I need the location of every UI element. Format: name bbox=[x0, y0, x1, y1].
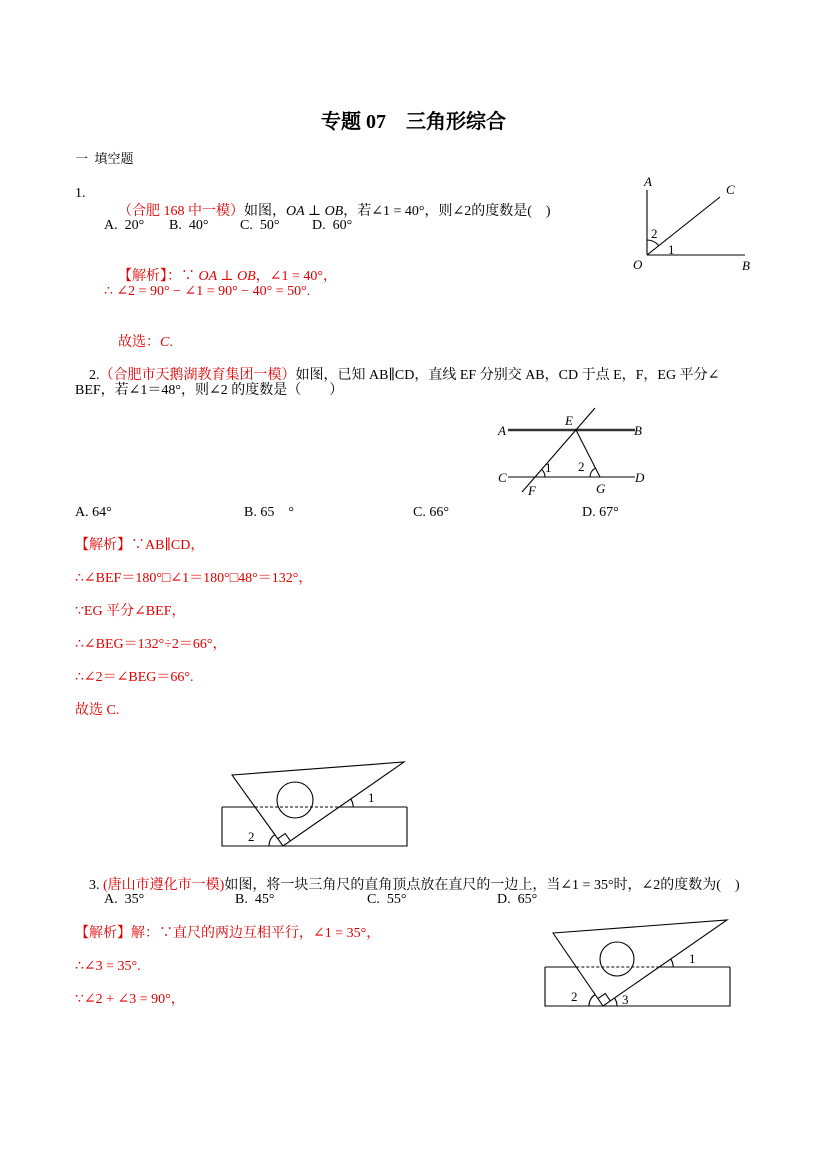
q3-number: 3. bbox=[89, 878, 103, 893]
q2-solution-line-1: 【解析】∵AB∥CD， bbox=[75, 538, 205, 553]
label-a: A bbox=[644, 174, 652, 189]
q1-solution-post: ，∠1 = 40°， bbox=[255, 269, 337, 284]
q1-answer-pre: 故选： bbox=[118, 335, 160, 350]
q1-solution-tag: 【解析】： bbox=[118, 269, 181, 284]
q3-stem-line bbox=[75, 859, 740, 913]
angle-3-arc bbox=[615, 998, 618, 1006]
label-a: A bbox=[498, 423, 506, 438]
q3-option-d: D. 65° bbox=[497, 892, 538, 907]
q3-option-c: C. 55° bbox=[367, 892, 407, 907]
label-angle-3: 3 bbox=[622, 992, 629, 1007]
q1-number: 1. bbox=[75, 186, 86, 201]
q1-source: （合肥 168 中一模） bbox=[118, 204, 244, 219]
q2-stem-text-1: 如图，已知 AB∥CD，直线 EF 分别交 AB，CD 于点 E，F，EG 平分∠ bbox=[295, 368, 720, 383]
q3-option-a: A. 35° bbox=[104, 892, 145, 907]
label-angle-2: 2 bbox=[578, 459, 585, 474]
q1-option-a: A. 20° bbox=[104, 218, 145, 233]
label-c: C bbox=[726, 182, 735, 197]
q2-option-b: B. 65 ° bbox=[244, 505, 294, 520]
label-d: D bbox=[635, 470, 645, 485]
q1-solution-line-2: ∴ ∠2 = 90° − ∠1 = 90° − 40° = 50°. bbox=[104, 284, 311, 299]
q1-figure bbox=[625, 172, 760, 272]
label-c: C bbox=[498, 470, 507, 485]
label-b: B bbox=[634, 423, 642, 438]
q2-solution-line-4: ∴∠BEG＝132°÷2＝66°， bbox=[75, 637, 227, 652]
q3-solution-line-1: 【解析】解：∵直尺的两边互相平行，∠1 = 35°， bbox=[75, 926, 381, 941]
q1-solution-pre: ∵ bbox=[181, 269, 199, 284]
label-b: B bbox=[742, 258, 750, 273]
right-angle-mark bbox=[278, 834, 291, 841]
label-o: O bbox=[633, 257, 643, 272]
q3-solution-line-3: ∵∠2 + ∠3 = 90°， bbox=[75, 992, 185, 1007]
label-angle-1: 1 bbox=[689, 951, 696, 966]
q1-option-c: C. 50° bbox=[240, 218, 280, 233]
q2-solution-line-2: ∴∠BEF＝180°□∠1＝180°□48°＝132°， bbox=[75, 571, 313, 586]
q2-option-a: A. 64° bbox=[75, 505, 112, 520]
q2-solution-line-5: ∴∠2＝∠BEG＝66°. bbox=[75, 670, 194, 685]
q1-option-b: B. 40° bbox=[169, 218, 209, 233]
q1-answer-letter: C bbox=[160, 335, 170, 350]
angle-2-arc bbox=[590, 468, 596, 477]
q2-solution-line-3: ∵EG 平分∠BEF， bbox=[75, 604, 186, 619]
q2-solution-line-6: 故选 C. bbox=[75, 703, 120, 718]
label-e: E bbox=[565, 413, 573, 428]
q2-source: （合肥市天鹅湖教育集团一模） bbox=[99, 368, 296, 383]
q2-option-d: D. 67° bbox=[582, 505, 619, 520]
page-title: 专题 07 三角形综合 bbox=[321, 111, 506, 133]
q2-stem-line-2: BEF，若∠1＝48°，则∠2 的度数是（ ） bbox=[75, 383, 344, 398]
q2-option-c: C. 66° bbox=[413, 505, 449, 520]
q1-solution-math: OA ⊥ OB bbox=[198, 269, 256, 284]
q2-number: 2. bbox=[89, 368, 100, 383]
angle-2-arc bbox=[589, 995, 595, 1007]
label-angle-2: 2 bbox=[651, 226, 658, 241]
label-g: G bbox=[596, 481, 606, 496]
right-angle-mark bbox=[598, 994, 611, 1001]
q3-source: (唐山市遵化市一模) bbox=[103, 878, 225, 893]
label-angle-2: 2 bbox=[248, 829, 255, 844]
q3-solution-line-2: ∴∠3 = 35°. bbox=[75, 959, 141, 974]
label-angle-2: 2 bbox=[571, 989, 578, 1004]
angle-2-arc bbox=[269, 835, 275, 846]
q3-stem-text: 如图，将一块三角尺的直角顶点放在直尺的一边上，当∠1 = 35°时，∠2的度数为( ) bbox=[224, 878, 740, 893]
q1-stem-math: OA ⊥ OB bbox=[286, 204, 344, 219]
set-square bbox=[553, 920, 727, 1006]
set-square bbox=[232, 762, 404, 846]
set-square-hole bbox=[277, 782, 313, 818]
label-f: F bbox=[528, 483, 536, 498]
label-angle-1: 1 bbox=[668, 242, 675, 257]
ray-oc bbox=[647, 197, 720, 255]
q1-stem-post: ，若∠1 = 40°，则∠2的度数是( ) bbox=[343, 204, 551, 219]
q1-stem-pre: 如图， bbox=[244, 204, 286, 219]
q3-solution-figure bbox=[538, 912, 738, 1012]
q1-answer-post: . bbox=[169, 335, 173, 350]
q3-option-b: B. 45° bbox=[235, 892, 275, 907]
label-angle-1: 1 bbox=[368, 790, 375, 805]
line-ef bbox=[522, 408, 595, 492]
label-angle-1: 1 bbox=[545, 460, 552, 475]
q3-figure bbox=[215, 755, 415, 855]
q1-option-d: D. 60° bbox=[312, 218, 353, 233]
angle-1-arc bbox=[671, 959, 674, 967]
section-heading: 一 填空题 bbox=[75, 151, 134, 166]
angle-1-arc bbox=[351, 799, 354, 807]
q2-figure bbox=[495, 400, 650, 500]
set-square-hole bbox=[600, 942, 634, 976]
